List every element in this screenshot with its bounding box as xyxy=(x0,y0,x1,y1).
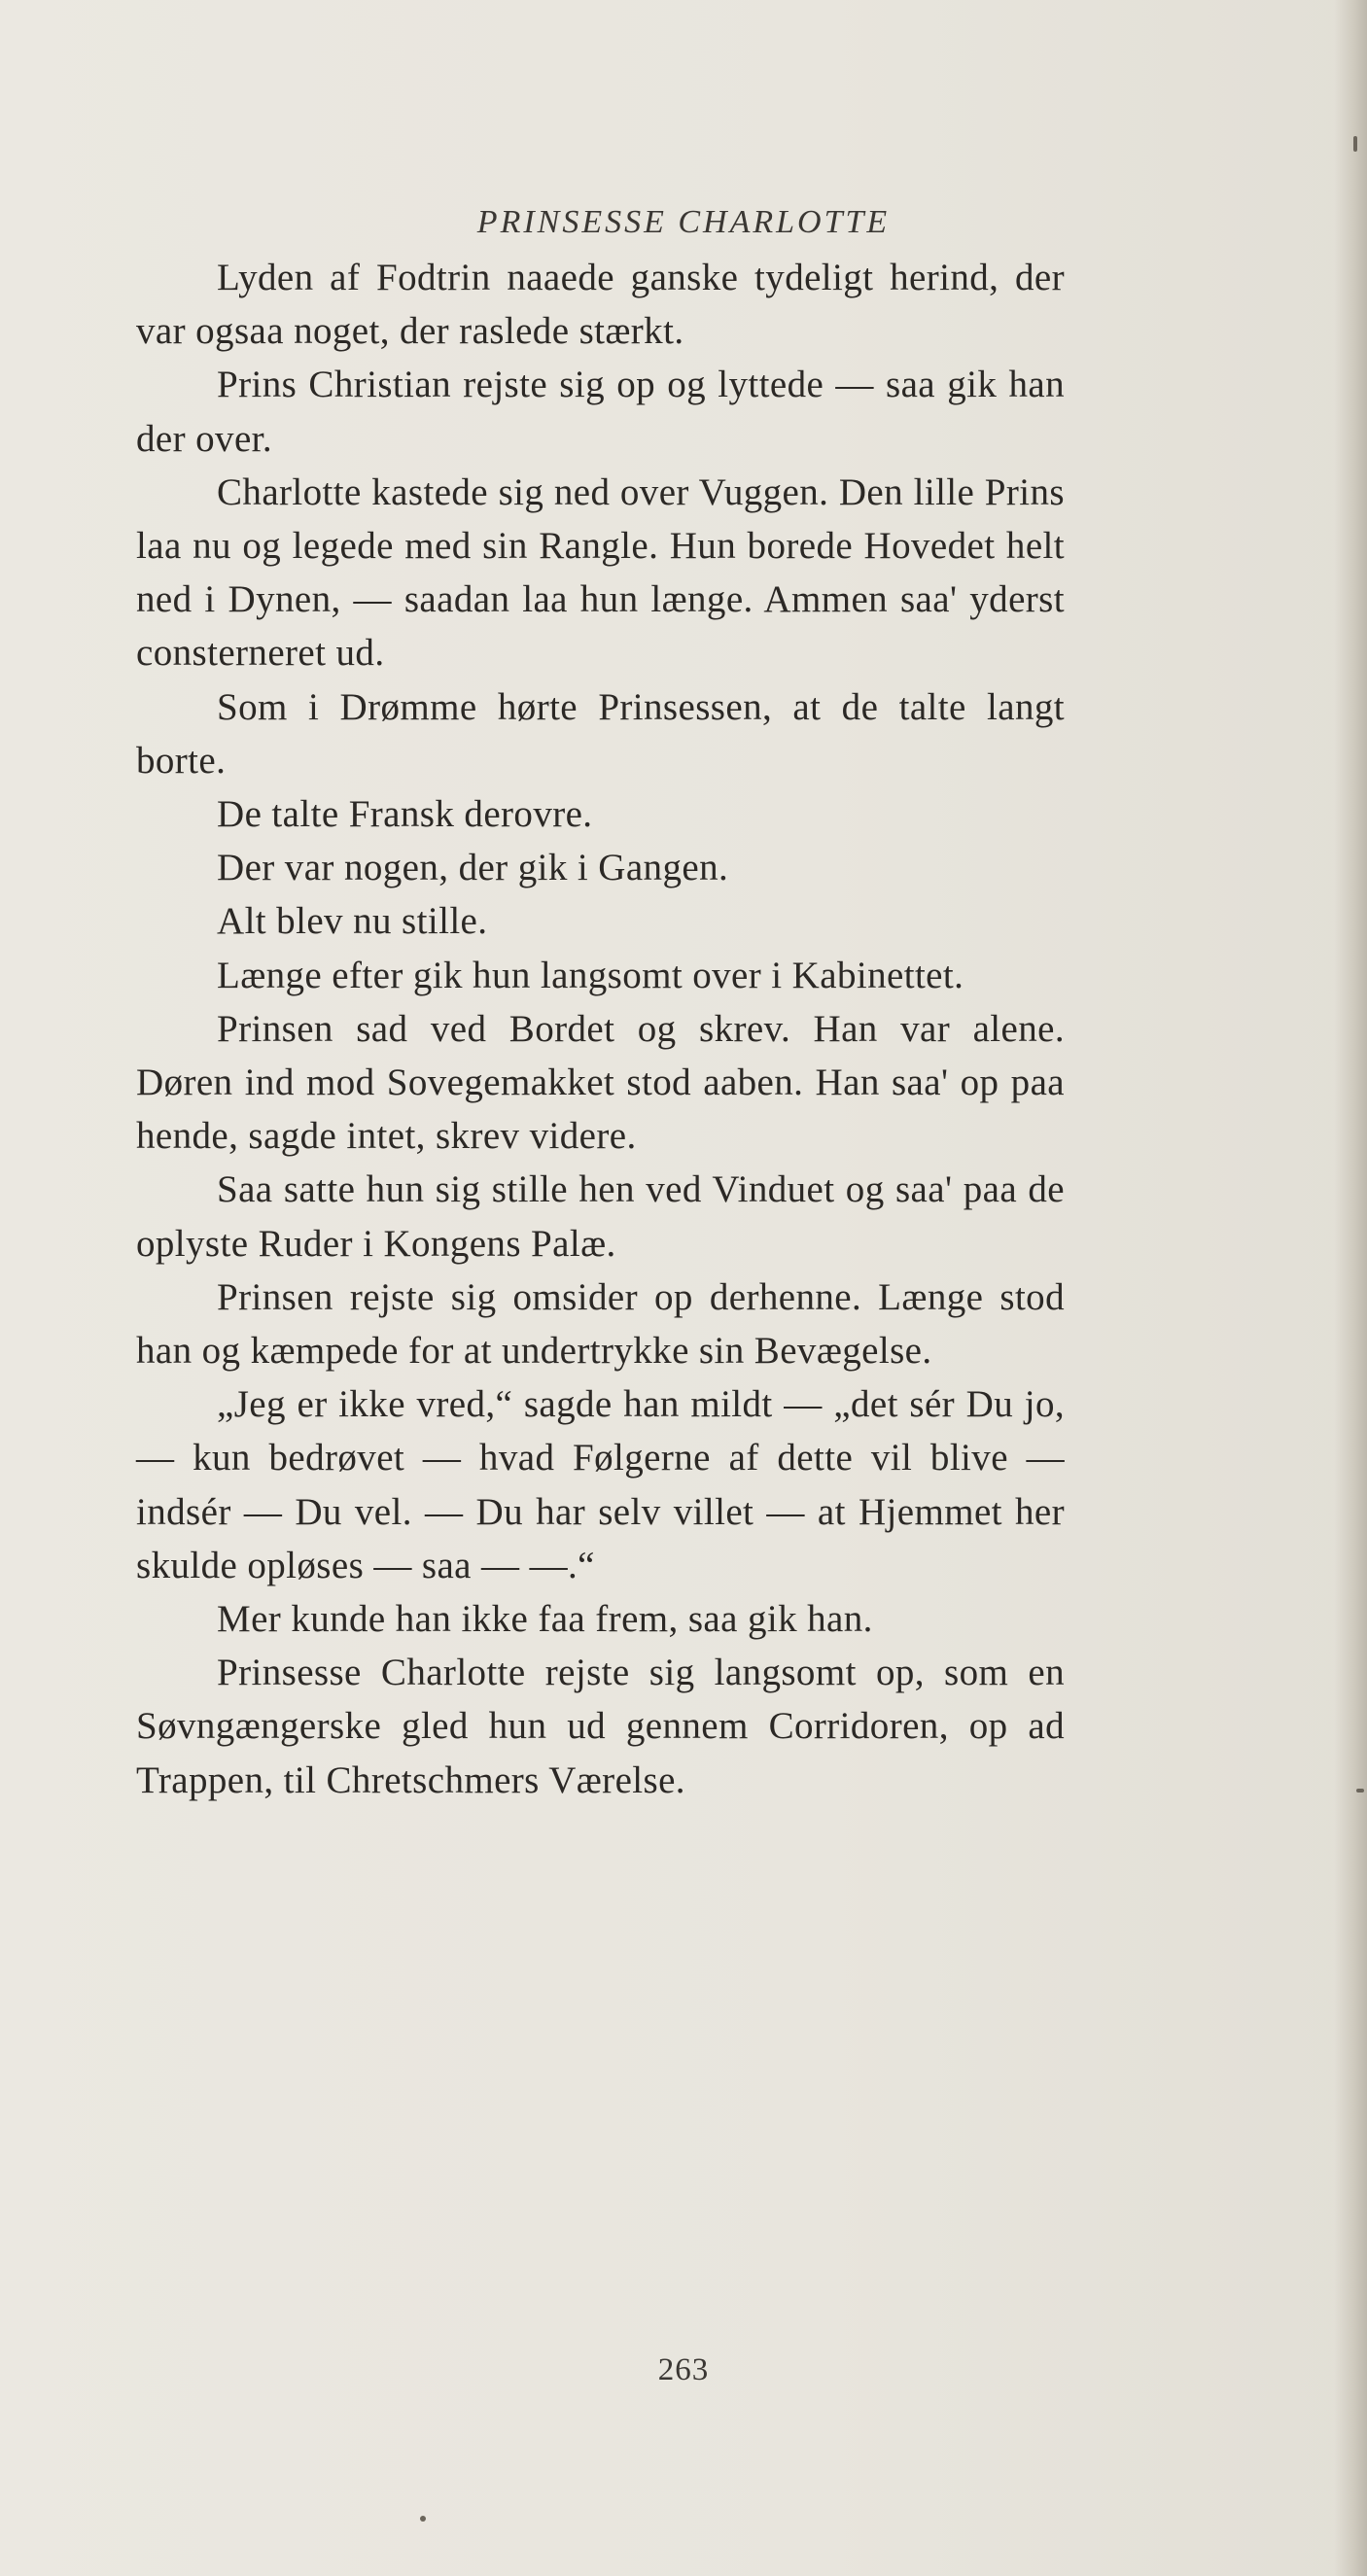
paragraph: De talte Fransk derovre. xyxy=(217,793,593,836)
paper-speck xyxy=(1356,1789,1364,1793)
paper-speck xyxy=(1353,136,1357,152)
paragraph: „Jeg er ikke vred,“ sagde han mildt — „det sér Du jo, — kun bedrøvet — hvad Følgerne af dette vil blive — indsér — Du vel. — Du har selv villet — at Hjemmet her skulde opløses — saa — —.“ xyxy=(136,1383,1065,1586)
running-header: PRINSESSE CHARLOTTE xyxy=(476,204,891,240)
page-number: 263 xyxy=(657,2352,710,2387)
paragraph: Charlotte kastede sig ned over Vuggen. Den lille Prins laa nu og legede med sin Rangle. Hun borede Hovedet helt ned i Dynen, — saadan laa hun længe. Ammen saa' yderst consterneret ud. xyxy=(136,470,1065,675)
paragraph: Prinsen rejste sig omsider op derhenne. Længe stod han og kæmpede for at undertrykke sin Bevægelse. xyxy=(136,1275,1065,1373)
paragraph: Der var nogen, der gik i Gangen. xyxy=(217,847,729,889)
paragraph: Prinsen sad ved Bordet og skrev. Han var alene. Døren ind mod Sovegemakket stod aaben. Han saa' op paa hende, sagde intet, skrev videre. xyxy=(136,1007,1065,1158)
body-text xyxy=(136,251,1065,1807)
paragraph: Lyden af Fodtrin naaede ganske tydeligt herind, der var ogsaa noget, der raslede stærkt. xyxy=(136,257,1065,353)
paragraph: Saa satte hun sig stille hen ved Vinduet og saa' paa de oplyste Ruder i Kongens Palæ. xyxy=(136,1168,1065,1265)
paragraph: Som i Drømme hørte Prinsessen, at de talte langt borte. xyxy=(136,685,1065,782)
paragraph: Prinsesse Charlotte rejste sig langsomt op, som en Søvngængerske gled hun ud gennem Corridoren, op ad Trappen, til Chretschmers Værelse. xyxy=(136,1652,1065,1801)
page-edge-shadow xyxy=(1334,0,1367,2576)
paragraph: Alt blev nu stille. xyxy=(217,900,488,943)
paragraph: Prins Christian rejste sig op og lyttede — saa gik han der over. xyxy=(136,364,1065,460)
paper-speck xyxy=(420,2516,426,2522)
paragraph: Længe efter gik hun langsomt over i Kabinettet. xyxy=(217,954,964,996)
paragraph: Mer kunde han ikke faa frem, saa gik han. xyxy=(217,1598,873,1641)
